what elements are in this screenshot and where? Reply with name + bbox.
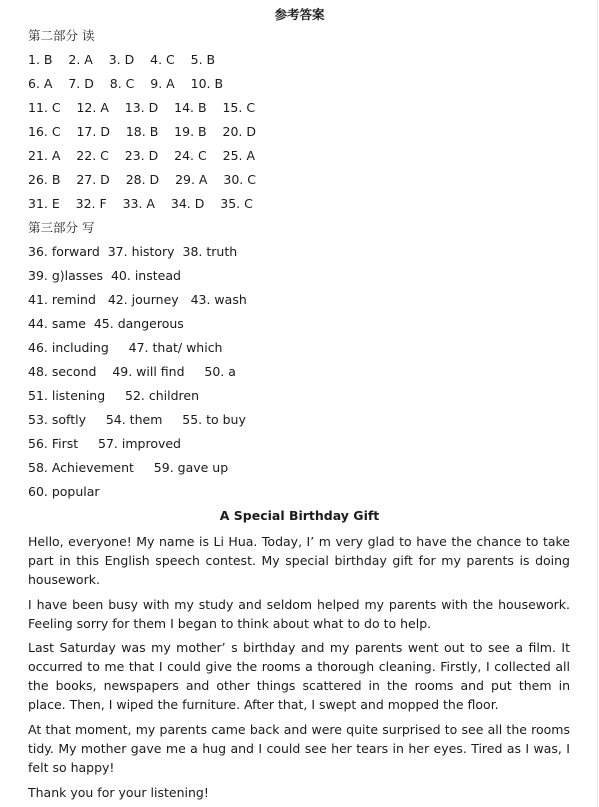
answer-line: 60. popular xyxy=(28,484,100,499)
answer-line: 16. C 17. D 18. B 19. B 20. D xyxy=(28,124,256,139)
answer-line: 51. listening 52. children xyxy=(28,388,200,403)
answer-line: 1. B 2. A 3. D 4. C 5. B xyxy=(28,52,216,67)
essay-paragraph: I have been busy with my study and seldom helped my parents with the housework. Feeling sorry for them I began to think about what to do to help. xyxy=(28,597,570,631)
answer-line: 58. Achievement 59. gave up xyxy=(28,460,229,475)
answer-line: 39. g)lasses 40. instead xyxy=(28,268,181,283)
right-edge-divider xyxy=(597,0,598,807)
answer-line: 36. forward 37. history 38. truth xyxy=(28,244,238,259)
answer-line: 6. A 7. D 8. C 9. A 10. B xyxy=(28,76,224,91)
answer-line: 48. second 49. will find 50. a xyxy=(28,364,236,379)
essay-paragraph: At that moment, my parents came back and were quite surprised to see all the rooms tidy. My mother gave me a hug and I could see her tears in her eyes. Tired as I was, I felt so happy! xyxy=(28,722,570,775)
answer-line: 44. same 45. dangerous xyxy=(28,316,184,331)
section2-heading: 第二部分 读 xyxy=(28,28,95,43)
answer-line: 11. C 12. A 13. D 14. B 15. C xyxy=(28,100,256,115)
answer-line: 26. B 27. D 28. D 29. A 30. C xyxy=(28,172,256,187)
essay-title: A Special Birthday Gift xyxy=(219,508,380,523)
answer-line: 31. E 32. F 33. A 34. D 35. C xyxy=(28,196,253,211)
page-title: 参考答案 xyxy=(274,7,325,22)
section3-heading: 第三部分 写 xyxy=(28,220,95,235)
answer-line: 46. including 47. that/ which xyxy=(28,340,223,355)
answer-line: 21. A 22. C 23. D 24. C 25. A xyxy=(28,148,256,163)
essay-paragraph: Thank you for your listening! xyxy=(28,785,209,800)
answer-line: 41. remind 42. journey 43. wash xyxy=(28,292,247,307)
answer-line: 53. softly 54. them 55. to buy xyxy=(28,412,246,427)
essay-paragraph: Last Saturday was my mother’ s birthday and my parents went out to see a film. It occurred to me that I could give the rooms a thorough cleaning. Firstly, I collected all the books, newspapers and other things scattered in the rooms and put them in place. Then, I wiped the furniture. After that, I swept and mopped the floor. xyxy=(28,640,570,712)
answer-line: 56. First 57. improved xyxy=(28,436,181,451)
essay-paragraph: Hello, everyone! My name is Li Hua. Today, I’ m very glad to have the chance to take part in this English speech contest. My special birthday gift for my parents is doing housework. xyxy=(28,534,570,587)
